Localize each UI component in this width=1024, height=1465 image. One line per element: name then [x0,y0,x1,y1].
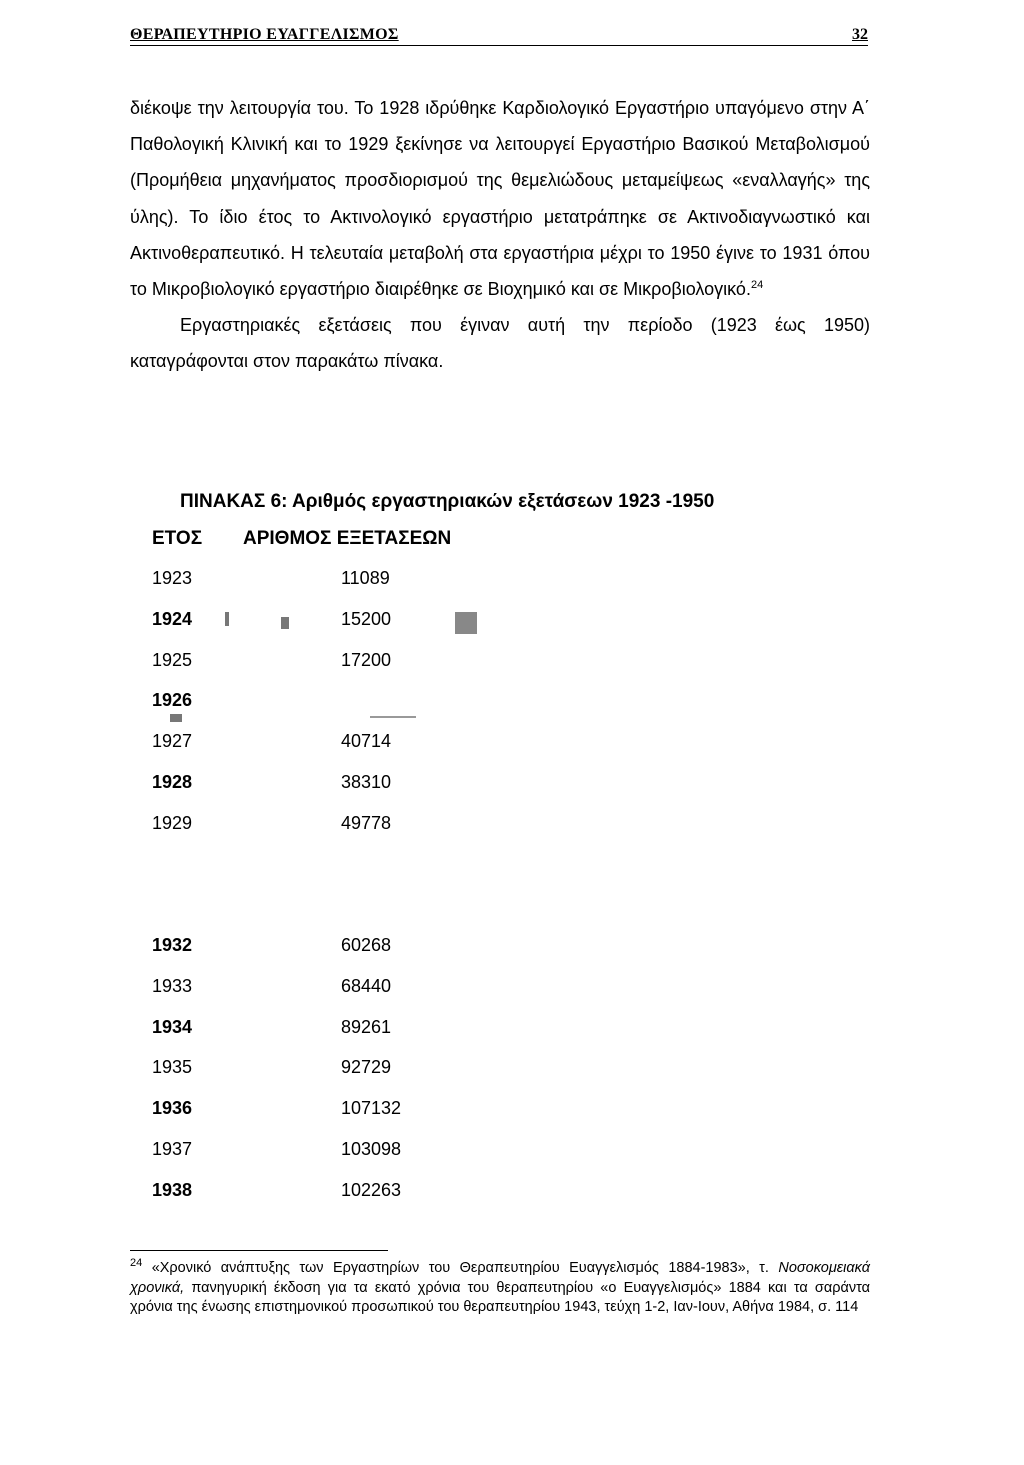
table-row [0,772,1024,802]
count-cell: 11089 [341,568,390,588]
table-row [0,976,1024,1006]
year-cell: 1933 [152,976,193,996]
year-cell: 1936 [152,1098,193,1118]
page-number: 32 [852,26,868,43]
count-cell: 89261 [341,1017,392,1037]
footnote: $^{24}$ «Χρονικό ανάπτυξης των Εργαστηρίων του Θεραπευτηρίου Ευαγγελισμός 1884-1983», τ. Νοσοκομειακά χρονικά, πανηγυρική έκδοση για τα εκατό χρόνια του θεραπευτηρίου «ο Ευαγγελισμός» 1884 και τα σαράντα χρόνια της ένωσης επιστημονικού προσωπικού του θεραπευτηρίου 1943, τεύχη 1-2, Ιαν-Ιουν, Αθήνα 1984, σ. 114 [130,1257,871,1315]
count-cell: 17200 [341,650,392,670]
table-title: ΠΙΝΑΚΑΣ 6: Αριθμός εργαστηριακών εξετάσεων 1923 -1950 [180,491,715,512]
count-cell: 60268 [341,935,392,955]
paragraph-2: Εργαστηριακές εξετάσεις που έγιναν αυτή την περίοδο (1923 έως 1950) καταγράφονται στον παρακάτω πίνακα. [130,315,870,372]
count-cell: 40714 [341,731,392,751]
table-row [0,609,1024,639]
table-row [0,1017,1024,1047]
year-cell: 1932 [152,935,193,955]
footnote-ref: 24 [750,279,764,292]
count-cell: 49778 [341,813,392,833]
count-cell: 103098 [341,1139,402,1159]
year-cell: 1935 [152,1057,193,1077]
scan-speck [455,612,477,634]
year-cell: 1925 [152,650,193,670]
paragraph-1: διέκοψε την λειτουργία του. Το 1928 ιδρύθηκε Καρδιολογικό Εργαστήριο υπαγόμενο στην Α΄ Παθολογική Κλινική και το 1929 ξεκίνησε να λειτουργεί Εργαστήριο Βασικού Μεταβολισμού (Προμήθεια μηχανήματος προσδιορισμού της θεμελιώδους μεταμείψεως «εναλλαγής» της ύλης). Το ίδιο έτος το Ακτινολογικό εργαστήριο μετατράπηκε σε Ακτινοδιαγνωστικό και Ακτινοθεραπευτικό. Η τελευταία μεταβολή στα εργαστήρια μέχρι το 1950 έγινε το 1931 όπου το Μικροβιολογικό εργαστήριο διαιρέθηκε σε Βιοχημικό και σε Μικροβιολογικό.$^{24}$ [130,98,870,300]
table-row [0,813,1024,843]
scan-speck [170,714,182,722]
column-header-year: ΕΤΟΣ [152,528,203,549]
header-rule [130,45,868,46]
table-row [0,650,1024,680]
year-cell: 1938 [152,1180,193,1200]
count-cell: 38310 [341,772,392,792]
count-cell: 107132 [341,1098,402,1118]
table-row [0,1098,1024,1128]
table-row [0,1057,1024,1087]
count-cell: 92729 [341,1057,392,1077]
running-header [130,26,868,48]
footnote-marker: 24 [130,1257,143,1270]
footnote-journal: Νοσοκομειακά χρονικά, [130,1260,871,1296]
scan-speck [370,716,416,718]
footnote-rule [130,1250,388,1251]
year-cell: 1934 [152,1017,193,1037]
year-cell: 1923 [152,568,193,588]
year-cell: 1926 [152,690,193,710]
table-row [0,935,1024,965]
year-cell: 1929 [152,813,193,833]
year-cell: 1924 [152,609,193,629]
table-row [0,1139,1024,1169]
column-header-count: ΑΡΙΘΜΟΣ ΕΞΕΤΑΣΕΩΝ [243,528,452,549]
table-row [0,690,1024,720]
scan-speck [225,612,229,626]
year-cell: 1937 [152,1139,193,1159]
table-row [0,1180,1024,1210]
scan-speck [281,617,289,629]
header-title: ΘΕΡΑΠΕΥΤΗΡΙΟ ΕΥΑΓΓΕΛΙΣΜΟΣ [130,26,399,43]
year-cell: 1927 [152,731,193,751]
count-cell: 102263 [341,1180,402,1200]
year-cell: 1928 [152,772,193,792]
count-cell: 68440 [341,976,392,996]
count-cell: 15200 [341,609,392,629]
body-text [130,90,870,380]
table-row [0,568,1024,598]
table-row [0,731,1024,761]
